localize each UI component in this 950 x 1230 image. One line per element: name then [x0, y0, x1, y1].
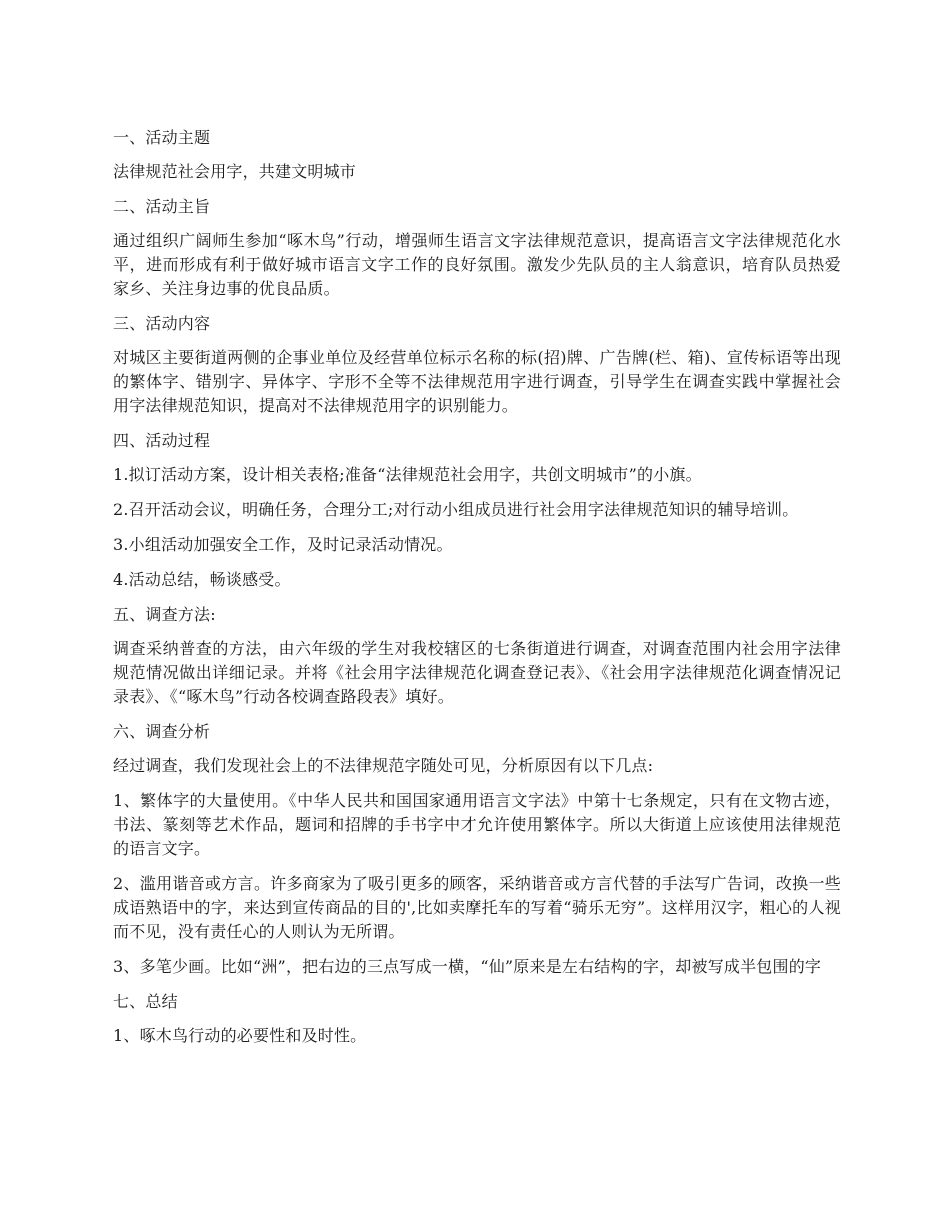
- analysis-point: 2、滥用谐音或方言。许多商家为了吸引更多的顾客，采纳谐音或方言代替的手法写广告词，改换一些成语熟语中的字，来达到宣传商品的目的',比如卖摩托车的写着“骑乐无穷”。这样用汉字，粗心的人视而不见，没有责任心的人则认为无所谓。: [113, 874, 841, 941]
- process-step: 4.活动总结，畅谈感受。: [113, 570, 291, 589]
- summary-point: 1、啄木鸟行动的必要性和及时性。: [113, 1026, 367, 1045]
- section-heading: 二、活动主旨: [113, 197, 211, 216]
- section-heading: 六、调查分析: [113, 722, 211, 741]
- process-step: 3.小组活动加强安全工作，及时记录活动情况。: [113, 535, 453, 554]
- process-step: 2.召开活动会议，明确任务，合理分工;对行动小组成员进行社会用字法律规范知识的辅导培训。: [113, 500, 799, 519]
- section-heading: 一、活动主题: [113, 128, 211, 147]
- document-body: [113, 126, 841, 1059]
- process-step: 1.拟订活动方案，设计相关表格;准备“法律规范社会用字，共创文明城市”的小旗。: [113, 465, 702, 484]
- method-text: 调查采纳普查的方法，由六年级的学生对我校辖区的七条街道进行调查，对调查范围内社会用字法律规范情况做出详细记录。并将《社会用字法律规范化调查登记表》、《社会用字法律规范化调查情况记录表》、《“啄木鸟”行动各校调查路段表》填好。: [113, 639, 841, 706]
- section-heading: 三、活动内容: [113, 314, 211, 333]
- purpose-text: 通过组织广阔师生参加“啄木鸟”行动，增强师生语言文字法律规范意识，提高语言文字法律规范化水平，进而形成有利于做好城市语言文字工作的良好氛围。激发少先队员的主人翁意识，培育队员热爱家乡、关注身边事的优良品质。: [113, 231, 841, 298]
- analysis-point: 3、多笔少画。比如“洲”，把右边的三点写成一横，“仙”原来是左右结构的字，却被写成半包围的字: [113, 957, 822, 976]
- analysis-intro: 经过调查，我们发现社会上的不法律规范字随处可见，分析原因有以下几点:: [113, 756, 654, 775]
- content-text: 对城区主要街道两侧的企事业单位及经营单位标示名称的标(招)牌、广告牌(栏、箱)、宣传标语等出现的繁体字、错别字、异体字、字形不全等不法律规范用字进行调查，引导学生在调查实践中掌握社会用字法律规范知识，提高对不法律规范用字的识别能力。: [113, 348, 841, 415]
- section-heading: 四、活动过程: [113, 431, 211, 450]
- theme-text: 法律规范社会用字，共建文明城市: [113, 162, 357, 181]
- analysis-point: 1、繁体字的大量使用。《中华人民共和国国家通用语言文字法》中第十七条规定，只有在文物古迹，书法、篆刻等艺术作品，题词和招牌的手书字中才允许使用繁体字。所以大街道上应该使用法律规范的语言文字。: [113, 791, 841, 858]
- section-heading: 五、调查方法:: [113, 605, 216, 624]
- section-heading: 七、总结: [113, 992, 178, 1011]
